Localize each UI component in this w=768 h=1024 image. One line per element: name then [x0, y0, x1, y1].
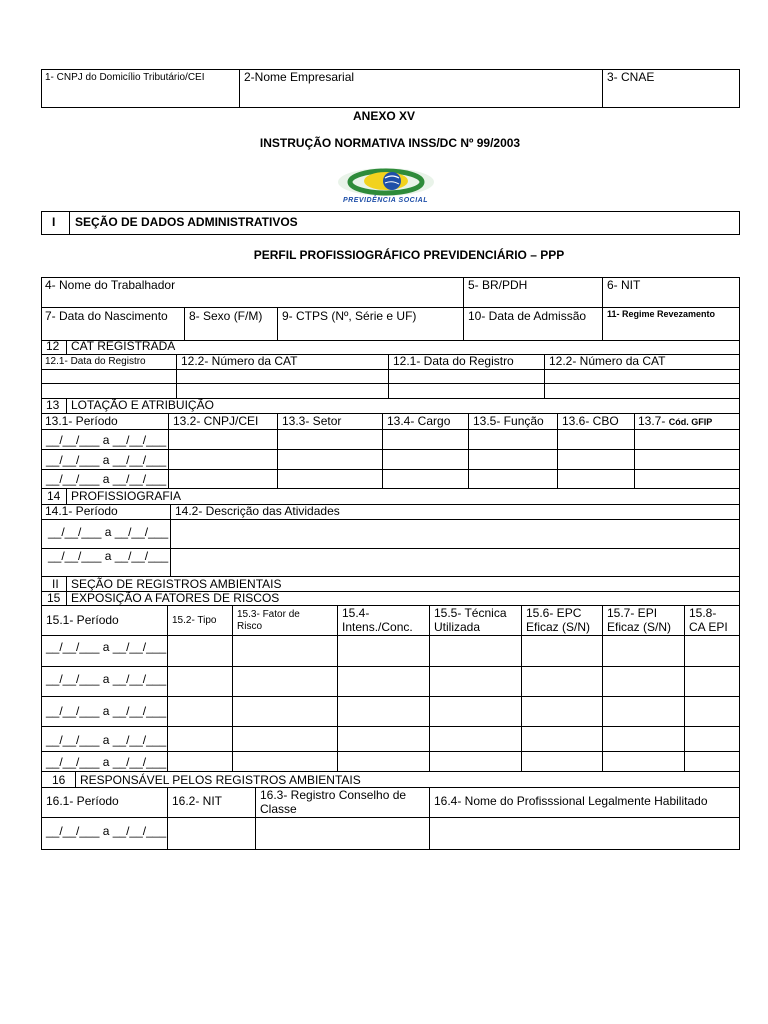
lotacao-cbo-header: 13.6- CBO [562, 414, 619, 428]
cat-line [41, 369, 740, 370]
ppp-title: PERFIL PROFISSIOGRÁFICO PREVIDENCIÁRIO – PPP [253, 248, 565, 262]
lotacao-periodo-header: 13.1- Período [45, 414, 118, 428]
exposicao-epc-header-2: Eficaz (S/N) [526, 620, 591, 634]
annex-title: ANEXO XV [352, 109, 415, 123]
exposicao-tecnica-header-2: Utilizada [434, 620, 481, 634]
exposicao-line [41, 635, 740, 636]
exposicao-line [41, 726, 740, 727]
regime-revezamento-label[interactable]: 11- Regime Revezamento [607, 309, 716, 319]
responsavel-divider [429, 787, 430, 850]
lotacao-divider [634, 413, 635, 489]
nome-empresarial-field[interactable]: 2-Nome Empresarial [244, 70, 355, 84]
profissiografia-title-divider [66, 488, 67, 504]
cnae-field[interactable]: 3- CNAE [607, 70, 655, 84]
exposicao-divider [232, 605, 233, 772]
exposicao-ca-header-2: CA EPI [689, 620, 728, 634]
worker-divider [277, 307, 278, 341]
exposicao-intens-header-1: 15.4- [342, 606, 370, 620]
responsavel-number: 16 [52, 773, 66, 787]
exposicao-intens-header-2: Intens./Conc. [342, 620, 413, 634]
lotacao-title: LOTAÇÃO E ATRIBUIÇÃO [71, 398, 214, 412]
lotacao-periodo-3[interactable]: __/__/___ a __/__/___ [46, 472, 167, 486]
nome-trabalhador-label[interactable]: 4- Nome do Trabalhador [45, 278, 176, 292]
exposicao-periodo-5[interactable]: __/__/___ a __/__/___ [46, 755, 167, 769]
responsavel-periodo-1[interactable]: __/__/___ a __/__/___ [46, 824, 167, 838]
lotacao-line [41, 469, 740, 470]
top-header-divider [602, 69, 603, 108]
exposicao-epi-header-2: Eficaz (S/N) [607, 620, 672, 634]
cat-numero-1: 12.2- Número da CAT [181, 354, 298, 368]
responsavel-nome-header: 16.4- Nome do Profisssional Legalmente Habilitado [434, 794, 708, 808]
cat-line [41, 383, 740, 384]
worker-divider [184, 307, 185, 341]
responsavel-nit-header: 16.2- NIT [172, 794, 223, 808]
sexo-label[interactable]: 8- Sexo (F/M) [189, 309, 263, 323]
ctps-label[interactable]: 9- CTPS (Nº, Série e UF) [282, 309, 417, 323]
cat-title: CAT REGISTRADA [71, 339, 176, 353]
cat-divider [388, 354, 389, 399]
profissiografia-periodo-1[interactable]: __/__/___ a __/__/___ [48, 525, 169, 539]
section-1-number: I [52, 215, 56, 229]
exposicao-tipo-header: 15.2- Tipo [172, 615, 217, 626]
br-pdh-label[interactable]: 5- BR/PDH [468, 278, 528, 292]
exposicao-divider [429, 605, 430, 772]
lotacao-gfip-header [638, 415, 712, 428]
worker-divider [463, 277, 464, 308]
exposicao-periodo-2[interactable]: __/__/___ a __/__/___ [46, 672, 167, 686]
lotacao-cnpj-header: 13.2- CNPJ/CEI [173, 414, 259, 428]
exposicao-divider [521, 605, 522, 772]
responsavel-conselho-header-1: 16.3- Registro Conselho de [260, 788, 407, 802]
profissiografia-periodo-2[interactable]: __/__/___ a __/__/___ [48, 549, 169, 563]
worker-divider [602, 307, 603, 341]
profissiografia-line [41, 504, 740, 505]
previdencia-logo [336, 165, 440, 207]
lotacao-funcao-header: 13.5- Função [473, 414, 544, 428]
worker-divider [602, 277, 603, 308]
logo-text: PREVIDÊNCIA SOCIAL [343, 197, 428, 204]
exposicao-periodo-3[interactable]: __/__/___ a __/__/___ [46, 704, 167, 718]
lotacao-setor-header: 13.3- Setor [282, 414, 342, 428]
instruction-title: INSTRUÇÃO NORMATIVA INSS/DC Nº 99/2003 [259, 136, 521, 150]
cat-title-divider [66, 340, 67, 354]
exposicao-tecnica-header-1: 15.5- Técnica [434, 606, 507, 620]
cnpj-domicilio-field[interactable]: 1- CNPJ do Domicílio Tributário/CEI [45, 72, 205, 83]
profissiografia-periodo-header: 14.1- Período [45, 504, 118, 518]
exposicao-number: 15 [47, 591, 61, 605]
exposicao-ca-header-1: 15.8- [689, 606, 717, 620]
responsavel-divider [167, 787, 168, 850]
responsavel-divider [255, 787, 256, 850]
section-2-divider [66, 576, 67, 592]
lotacao-line [41, 449, 740, 450]
exposicao-line [41, 696, 740, 697]
lotacao-divider [382, 413, 383, 489]
responsavel-conselho-header-2: Classe [260, 802, 297, 816]
responsavel-title-divider [75, 771, 76, 787]
responsavel-title: RESPONSÁVEL PELOS REGISTROS AMBIENTAIS [80, 773, 361, 787]
lotacao-periodo-1[interactable]: __/__/___ a __/__/___ [46, 433, 167, 447]
data-admissao-label[interactable]: 10- Data de Admissão [468, 309, 587, 323]
responsavel-periodo-header: 16.1- Período [46, 794, 119, 808]
lotacao-divider [557, 413, 558, 489]
exposicao-title: EXPOSIÇÃO A FATORES DE RISCOS [71, 591, 280, 605]
data-nascimento-label[interactable]: 7- Data do Nascimento [45, 309, 168, 323]
exposicao-line [41, 666, 740, 667]
cat-numero-2: 12.2- Número da CAT [549, 354, 666, 368]
exposicao-divider [167, 605, 168, 772]
worker-divider [463, 307, 464, 341]
lotacao-cargo-header: 13.4- Cargo [387, 414, 451, 428]
exposicao-epi-header-1: 15.7- EPI [607, 606, 658, 620]
lotacao-divider [468, 413, 469, 489]
cat-divider [176, 354, 177, 399]
lotacao-gfip-suffix: Cód. GFIP [668, 417, 713, 427]
exposicao-title-divider [66, 591, 67, 605]
lotacao-divider [277, 413, 278, 489]
cat-data-registro-1: 12.1- Data do Registro [45, 356, 146, 367]
profissiografia-number: 14 [47, 489, 61, 503]
cat-number: 12 [46, 339, 60, 353]
top-header-divider [239, 69, 240, 108]
section-1-divider [69, 211, 70, 235]
profissiografia-descricao-header: 14.2- Descrição das Atividades [175, 504, 340, 518]
section-1-title: SEÇÃO DE DADOS ADMINISTRATIVOS [75, 215, 298, 229]
exposicao-periodo-1[interactable]: __/__/___ a __/__/___ [46, 640, 167, 654]
exposicao-fator-header-2: Risco [237, 621, 263, 632]
profissiografia-title: PROFISSIOGRAFIA [71, 489, 182, 503]
lotacao-gfip-prefix: 13.7- [638, 414, 666, 428]
lotacao-title-divider [66, 398, 67, 413]
cat-data-registro-2: 12.1- Data do Registro [393, 354, 514, 368]
exposicao-divider [337, 605, 338, 772]
cat-divider [544, 354, 545, 399]
exposicao-periodo-4[interactable]: __/__/___ a __/__/___ [46, 733, 167, 747]
profissiografia-divider [170, 504, 171, 577]
nit-label[interactable]: 6- NIT [607, 278, 641, 292]
lotacao-periodo-2[interactable]: __/__/___ a __/__/___ [46, 453, 167, 467]
section-2-title: SEÇÃO DE REGISTROS AMBIENTAIS [71, 577, 282, 591]
exposicao-divider [684, 605, 685, 772]
lotacao-divider [168, 413, 169, 489]
section-2-number: II [52, 577, 59, 591]
lotacao-line [41, 429, 740, 430]
exposicao-epc-header-1: 15.6- EPC [526, 606, 582, 620]
exposicao-fator-header-1: 15.3- Fator de [237, 609, 300, 620]
exposicao-line [41, 751, 740, 752]
responsavel-line [41, 817, 740, 818]
lotacao-number: 13 [46, 398, 60, 412]
exposicao-periodo-header: 15.1- Período [46, 613, 119, 627]
exposicao-divider [602, 605, 603, 772]
profissiografia-line [41, 519, 740, 520]
